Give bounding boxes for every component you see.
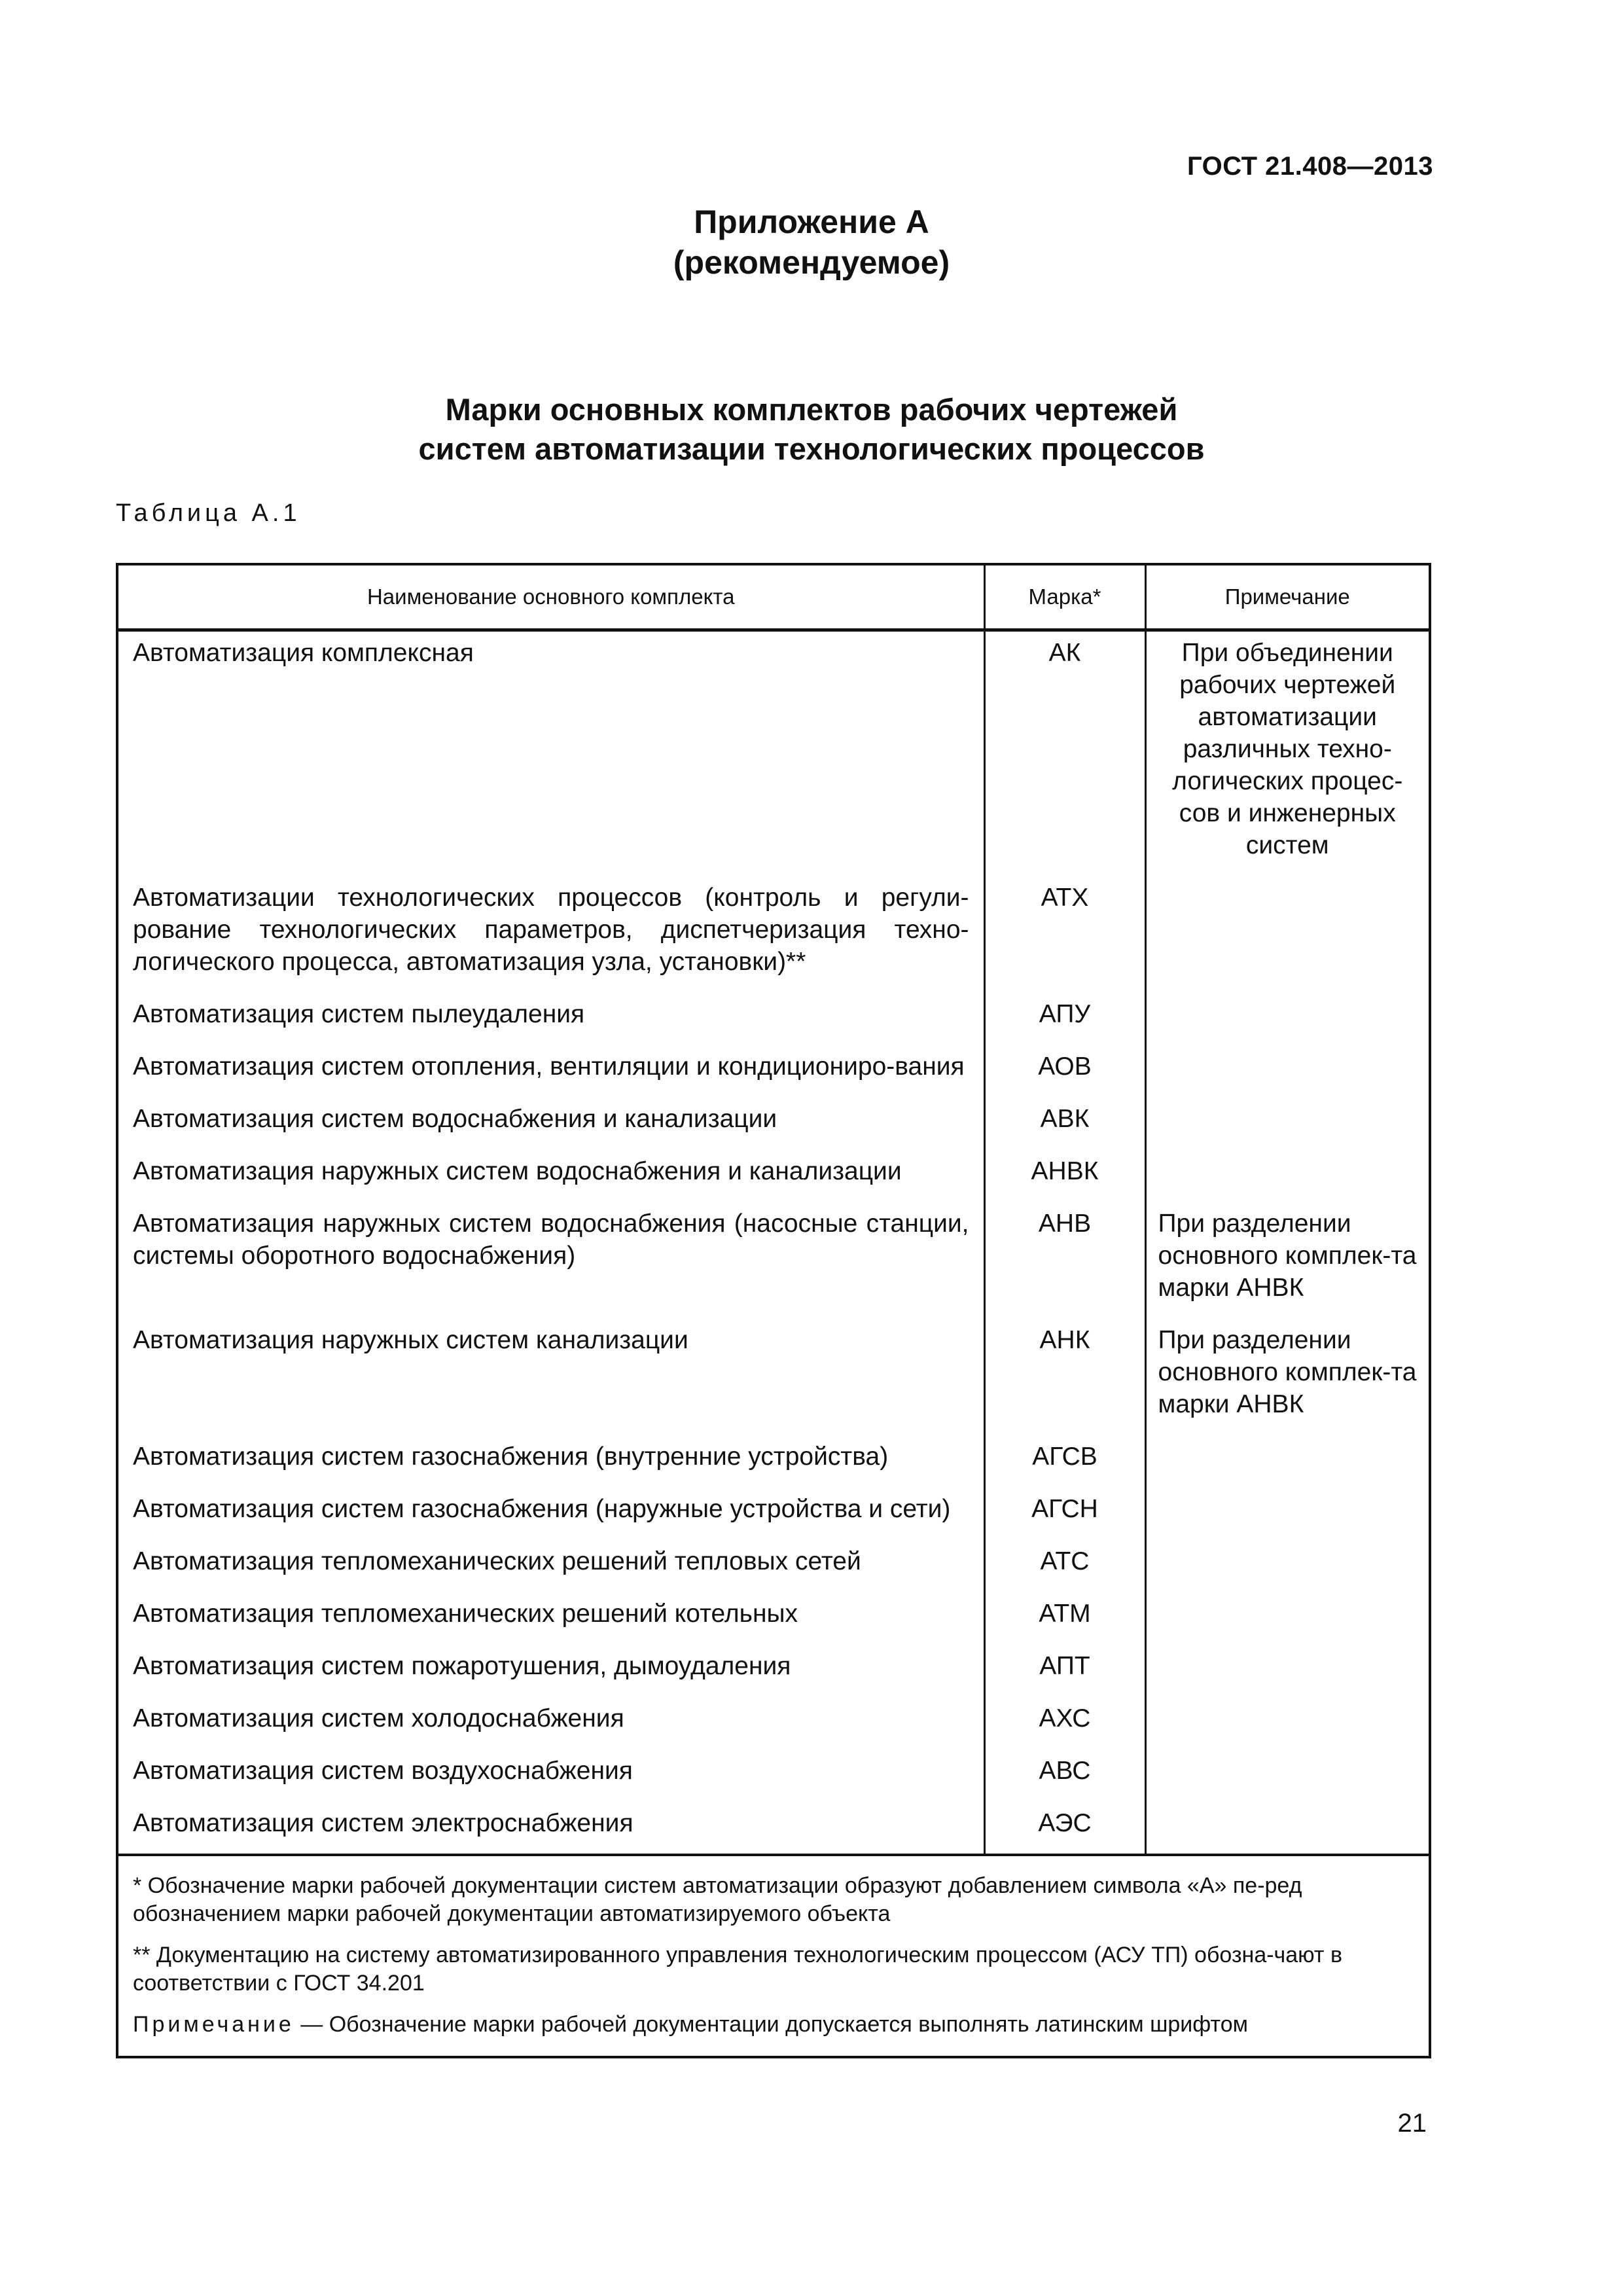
row-note [1145, 1540, 1430, 1592]
appendix-heading [0, 202, 1623, 283]
table-row [117, 1435, 1430, 1488]
header-mark: Марка* [984, 564, 1145, 630]
table-row [117, 876, 1430, 993]
row-note [1145, 1045, 1430, 1098]
row-note [1145, 1098, 1430, 1150]
row-note [1145, 1749, 1430, 1802]
row-mark: АХС [984, 1697, 1145, 1749]
note-label: Примечание [133, 2012, 294, 2037]
row-mark: АПУ [984, 993, 1145, 1045]
table-row [117, 1202, 1430, 1319]
header-note: Примечание [1145, 564, 1430, 630]
row-name: Автоматизация тепломеханических решений тепловых сетей [117, 1540, 984, 1592]
row-mark: АТХ [984, 876, 1145, 993]
row-name: Автоматизация наружных систем канализации [117, 1319, 984, 1435]
table-footnotes [117, 1855, 1430, 2057]
row-name: Автоматизация наружных систем водоснабжения и канализации [117, 1150, 984, 1202]
row-name: Автоматизация систем пылеудаления [117, 993, 984, 1045]
row-note: При разделении основного комплек-та марки АНВК [1145, 1202, 1430, 1319]
row-note [1145, 1802, 1430, 1855]
table-note [133, 2011, 1414, 2039]
table-row [117, 993, 1430, 1045]
row-mark: АЭС [984, 1802, 1145, 1855]
row-mark: АВС [984, 1749, 1145, 1802]
title-line-2: систем автоматизации технологических процессов [418, 431, 1205, 466]
note-text: — Обозначение марки рабочей документации допускается выполнять латинским шрифтом [294, 2012, 1248, 2037]
table-row [117, 1045, 1430, 1098]
row-mark: АТС [984, 1540, 1145, 1592]
row-name: Автоматизация систем водоснабжения и канализации [117, 1098, 984, 1150]
row-note [1145, 1150, 1430, 1202]
row-name: Автоматизация систем отопления, вентиляции и кондициониро-вания [117, 1045, 984, 1098]
row-name: Автоматизация систем воздухоснабжения [117, 1749, 984, 1802]
appendix-status: (рекомендуемое) [673, 244, 950, 281]
row-note [1145, 1435, 1430, 1488]
row-mark: АОВ [984, 1045, 1145, 1098]
row-note [1145, 876, 1430, 993]
row-mark: АНВК [984, 1150, 1145, 1202]
title-line-1: Марки основных комплектов рабочих чертежей [445, 392, 1178, 427]
table-header-row [117, 564, 1430, 630]
table-row [117, 1592, 1430, 1645]
footnote-2: ** Документацию на систему автоматизированного управления технологическим процессом (АСУ ТП) обозна-чают в соответствии с ГОСТ 34.201 [133, 1943, 1343, 1996]
row-note [1145, 1697, 1430, 1749]
row-name: Автоматизация систем холодоснабжения [117, 1697, 984, 1749]
marks-table [116, 563, 1431, 2058]
row-name: Автоматизации технологических процессов (контроль и регули-рование технологических параметров, диспетчеризация техно-логического процесса, автоматизация узла, установки)** [117, 876, 984, 993]
table-row [117, 1488, 1430, 1540]
row-note: При разделении основного комплек-та марки АНВК [1145, 1319, 1430, 1435]
row-mark: АК [984, 630, 1145, 877]
header-name: Наименование основного комплекта [117, 564, 984, 630]
table-footnotes-row [117, 1855, 1430, 2057]
footnote-1: * Обозначение марки рабочей документации систем автоматизации образуют добавлением символа «А» пе-ред обозначением марки рабочей документации автоматизируемого объекта [133, 1873, 1302, 1926]
row-mark: АТМ [984, 1592, 1145, 1645]
row-mark: АВК [984, 1098, 1145, 1150]
row-note [1145, 1645, 1430, 1697]
row-note [1145, 993, 1430, 1045]
row-name: Автоматизация систем электроснабжения [117, 1802, 984, 1855]
table-row [117, 1540, 1430, 1592]
appendix-title: Приложение А [694, 204, 929, 240]
table-row [117, 1319, 1430, 1435]
table-row [117, 1645, 1430, 1697]
page-number: 21 [1397, 2109, 1427, 2138]
row-name: Автоматизация комплексная [117, 630, 984, 877]
row-note: При объединении рабочих чертежей автоматизации различных техно-логических процес-сов и инженерных систем [1145, 630, 1430, 877]
table-row [117, 1697, 1430, 1749]
table-row [117, 1749, 1430, 1802]
row-mark: АНК [984, 1319, 1145, 1435]
row-name: Автоматизация наружных систем водоснабжения (насосные станции, системы оборотного водоснабжения) [117, 1202, 984, 1319]
row-name: Автоматизация систем газоснабжения (наружные устройства и сети) [117, 1488, 984, 1540]
row-mark: АГСН [984, 1488, 1145, 1540]
table-row [117, 1098, 1430, 1150]
row-note [1145, 1592, 1430, 1645]
table-container [116, 563, 1429, 2058]
table-row [117, 1150, 1430, 1202]
row-mark: АНВ [984, 1202, 1145, 1319]
row-mark: АГСВ [984, 1435, 1145, 1488]
row-name: Автоматизация систем пожаротушения, дымоудаления [117, 1645, 984, 1697]
row-mark: АПТ [984, 1645, 1145, 1697]
row-note [1145, 1488, 1430, 1540]
table-row [117, 1802, 1430, 1855]
row-name: Автоматизация тепломеханических решений котельных [117, 1592, 984, 1645]
document-title [0, 390, 1623, 469]
table-label: Таблица А.1 [116, 499, 301, 527]
standard-code: ГОСТ 21.408—2013 [1186, 152, 1433, 181]
table-row [117, 630, 1430, 877]
row-name: Автоматизация систем газоснабжения (внутренние устройства) [117, 1435, 984, 1488]
